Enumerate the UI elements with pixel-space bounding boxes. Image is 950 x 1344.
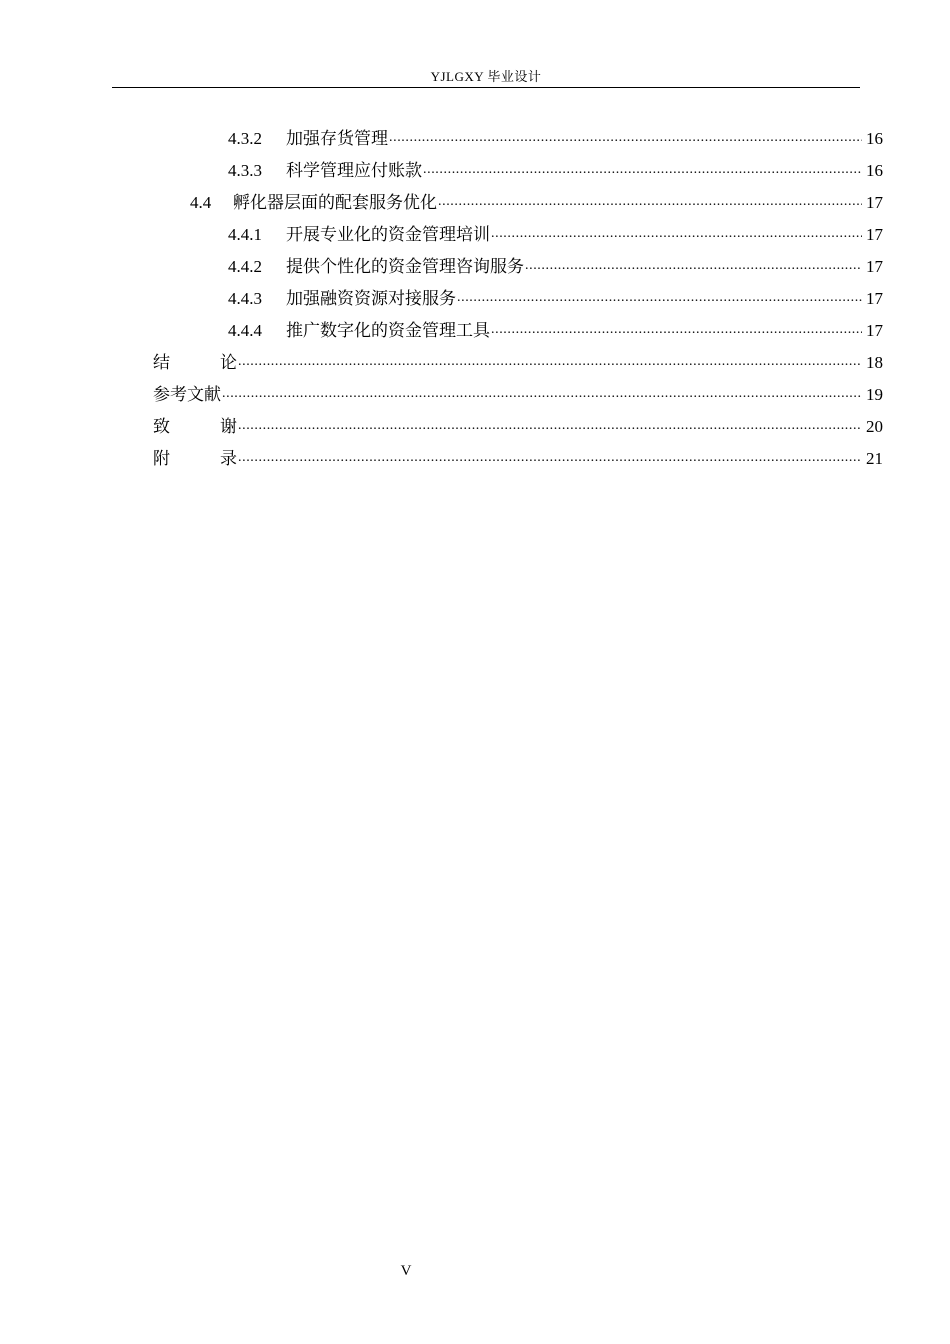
toc-page: 20 [866, 417, 883, 436]
toc-entry-4-4-2[interactable] [228, 245, 883, 277]
toc-dot-leader [491, 222, 862, 242]
toc-dot-leader [457, 286, 862, 306]
toc-dot-leader [423, 158, 862, 178]
toc-number: 4.4.2 [228, 257, 262, 276]
page-header-title: YJLGXY 毕业设计 [430, 69, 542, 84]
toc-title: 加强融资资源对接服务 [286, 289, 456, 308]
toc-title-char: 录 [220, 449, 237, 468]
toc-entry-conclusion[interactable] [153, 341, 883, 373]
toc-page: 17 [866, 257, 883, 276]
toc-entry-acknowledgements[interactable] [153, 405, 883, 437]
toc-entry-appendix[interactable] [153, 437, 883, 469]
toc-title-char: 附 [153, 449, 170, 468]
toc-number: 4.4.3 [228, 289, 262, 308]
toc-title: 提供个性化的资金管理咨询服务 [286, 257, 524, 276]
toc-page: 17 [866, 225, 883, 244]
toc-dot-leader [438, 190, 862, 210]
toc-title-char: 谢 [220, 417, 237, 436]
toc-page: 19 [866, 385, 883, 404]
toc-entry-references[interactable] [153, 373, 883, 405]
toc-entry-4-4[interactable] [190, 181, 883, 213]
toc-title: 科学管理应付账款 [286, 161, 422, 180]
toc-title-char: 论 [220, 353, 237, 372]
toc-dot-leader [389, 126, 862, 146]
toc-page: 17 [866, 321, 883, 340]
toc-entry-4-4-1[interactable] [228, 213, 883, 245]
toc-number: 4.4 [190, 193, 212, 212]
toc-title [153, 417, 237, 437]
toc-title: 孵化器层面的配套服务优化 [233, 193, 437, 212]
toc-title [153, 449, 237, 469]
toc-entry-4-4-4[interactable] [228, 309, 883, 341]
toc-page: 16 [866, 161, 883, 180]
toc-number: 4.4.1 [228, 225, 262, 244]
toc-title: 加强存货管理 [286, 129, 388, 148]
toc-dot-leader [222, 382, 862, 402]
toc-page: 21 [866, 449, 883, 468]
toc-number: 4.4.4 [228, 321, 262, 340]
toc-dot-leader [491, 318, 862, 338]
toc-title: 开展专业化的资金管理培训 [286, 225, 490, 244]
toc-title: 参考文献 [153, 385, 221, 404]
toc-title-char: 致 [153, 417, 170, 436]
toc-page: 18 [866, 353, 883, 372]
toc-title [153, 353, 237, 373]
toc-page: 17 [866, 289, 883, 308]
toc-entry-4-4-3[interactable] [228, 277, 883, 309]
toc-dot-leader [525, 254, 862, 274]
toc-title: 推广数字化的资金管理工具 [286, 321, 490, 340]
toc-entry-4-3-3[interactable] [228, 149, 883, 181]
toc-page: 16 [866, 129, 883, 148]
toc-dot-leader [238, 414, 862, 434]
page-footer-number: V [400, 1263, 412, 1279]
toc-dot-leader [238, 446, 862, 466]
toc-entry-4-3-2[interactable] [228, 117, 883, 149]
toc-dot-leader [238, 350, 862, 370]
toc-title-char: 结 [153, 353, 170, 372]
header-rule [112, 87, 860, 88]
toc-page: 17 [866, 193, 883, 212]
toc-number: 4.3.2 [228, 129, 262, 148]
toc-number: 4.3.3 [228, 161, 262, 180]
